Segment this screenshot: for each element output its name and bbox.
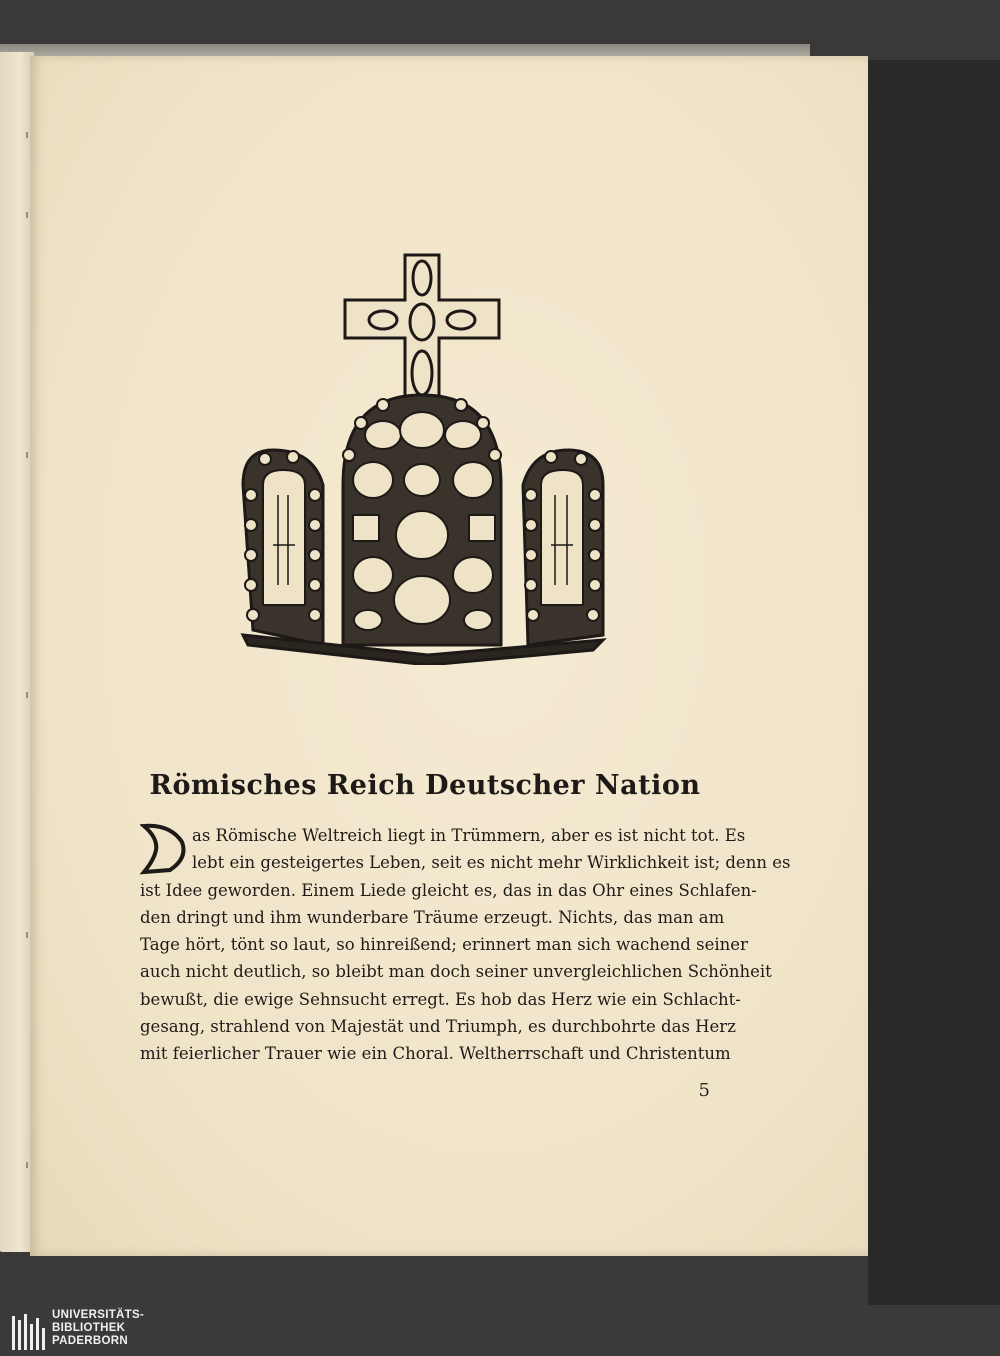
binding-stitch: [26, 692, 28, 698]
binding-stitch: [26, 452, 28, 458]
crown-illustration: [233, 245, 613, 665]
text-line: lebt ein gesteigertes Leben, seit es nicht mehr Wirklichkeit ist; denn es: [192, 853, 791, 873]
binding-stitch: [26, 932, 28, 938]
text-line: ist Idee geworden. Einem Liede gleicht es, das in das Ohr eines Schlafen-: [140, 880, 757, 900]
library-footer: [0, 1305, 1000, 1356]
library-name: [52, 1309, 144, 1348]
drop-cap-letter: D: [164, 856, 166, 857]
left-page-edge: [0, 52, 34, 1252]
library-name-line: UNIVERSITÄTS-: [52, 1309, 145, 1321]
text-line: den dringt und ihm wunderbare Träume erzeugt. Nichts, das man am: [140, 907, 725, 927]
text-line: Tage hört, tönt so laut, so hinreißend; erinnert man sich wachend seiner: [140, 935, 748, 955]
page-number: 5: [698, 1080, 710, 1101]
text-line: bewußt, die ewige Sehnsucht erregt. Es hob das Herz wie ein Schlacht-: [140, 989, 741, 1009]
binding-stitch: [26, 1162, 28, 1168]
scan-background: [868, 60, 1000, 1305]
library-name-line: PADERBORN: [52, 1335, 128, 1347]
library-logo-icon: [8, 1310, 48, 1354]
text-line: gesang, strahlend von Majestät und Triumph, es durchbohrte das Herz: [140, 1017, 736, 1037]
text-line: as Römische Weltreich liegt in Trümmern, aber es ist nicht tot. Es: [192, 826, 746, 845]
binding-stitch: [26, 212, 28, 218]
library-name-line: BIBLIOTHEK: [52, 1322, 126, 1334]
text-line: auch nicht deutlich, so bleibt man doch seiner unvergleichlichen Schönheit: [140, 962, 772, 982]
chapter-title: Römisches Reich Deutscher Nation: [149, 770, 701, 801]
binding-stitch: [26, 132, 28, 138]
body-text: [140, 822, 791, 1068]
text-line: mit feierlicher Trauer wie ein Choral. Weltherrschaft und Christentum: [140, 1044, 731, 1064]
